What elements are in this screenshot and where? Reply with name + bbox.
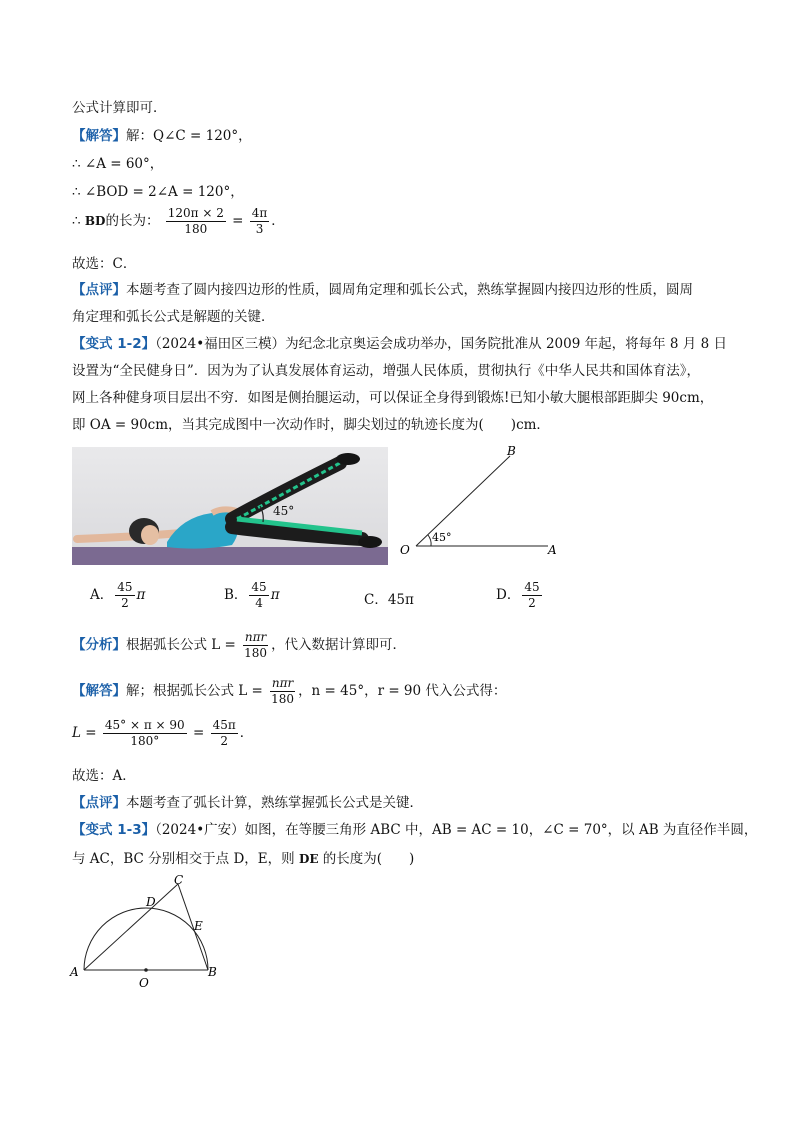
solution-text: 解：Q∠C = 120°， (126, 128, 252, 144)
fraction (269, 676, 296, 707)
question-text: 与 AC，BC 分别相交于点 D，E，则 (72, 851, 299, 867)
period: ． (271, 213, 285, 229)
numerator: nπr (271, 676, 294, 690)
solution-tag: 【解答】 (72, 683, 126, 699)
therefore-text: ∴ (72, 213, 85, 229)
question-line: 即 OA = 90cm，当其完成图中一次动作时，脚尖划过的轨迹长度为( )cm． (72, 417, 550, 433)
point-b-label: B (208, 965, 217, 979)
text-line: 公式计算即可． (72, 100, 167, 116)
review-text: 本题考查了弧长计算，熟练掌握弧长公式是关键． (126, 795, 423, 811)
denominator: 180 (244, 646, 268, 660)
numerator: 45π (212, 718, 236, 732)
option-a (90, 580, 145, 611)
formula-lhs: L = (72, 725, 97, 741)
solution-line (72, 124, 252, 144)
point-o-label: O (139, 976, 149, 990)
solution-line (72, 676, 506, 707)
numerator: 45 (251, 580, 267, 594)
fraction (249, 580, 268, 611)
equals: = (232, 213, 244, 229)
question-line (72, 332, 727, 352)
option-label: B． (224, 587, 248, 603)
option-label: D． (496, 587, 521, 603)
exercise-illustration (72, 447, 388, 565)
analysis-text: ，代入数据计算即可． (271, 637, 407, 653)
side-bc (178, 884, 208, 970)
numerator: 45 (117, 580, 133, 594)
center-point (144, 968, 148, 972)
ray-ob (416, 456, 510, 546)
answer-line: 故选：C． (72, 256, 137, 272)
denominator: 3 (255, 222, 264, 236)
fraction (103, 718, 187, 749)
solution-text: 的长为： (105, 213, 160, 229)
fraction (211, 718, 238, 749)
angle-arc (428, 535, 431, 546)
pi-symbol: π (136, 587, 146, 603)
question-tag: 【变式 1-2】 (72, 336, 156, 352)
option-label: A． (90, 587, 114, 603)
numerator: 45° × π × 90 (104, 718, 185, 732)
arc-label: DE (298, 852, 319, 866)
foot (358, 536, 382, 548)
fraction (115, 580, 134, 611)
solution-line (72, 206, 285, 237)
denominator: 2 (528, 596, 536, 610)
fraction (242, 630, 269, 661)
option-label: C． (364, 592, 388, 608)
numerator: 4π (251, 206, 268, 220)
question-text: 的长度为( ) (318, 851, 415, 867)
analysis-tag: 【分析】 (72, 637, 126, 653)
angle-figure (392, 440, 572, 565)
review-text: 本题考查了圆内接四边形的性质，圆周角定理和弧长公式，熟练掌握圆内接四边形的性质，圆周 (126, 282, 693, 298)
angle-label: 45° (273, 504, 295, 518)
pi-symbol: π (270, 587, 280, 603)
denominator: 180 (271, 692, 295, 706)
review-tag: 【点评】 (72, 282, 126, 298)
point-d-label: D (146, 895, 156, 909)
fraction (250, 206, 270, 237)
question-line: 网上各种健身项目层出不穷．如图是侧抬腿运动，可以保证全身得到锻炼!已知小敏大腿根部距脚尖 90cm， (72, 390, 714, 406)
solution-line: ∴ ∠BOD = 2∠A = 120°， (72, 184, 244, 200)
question-tag: 【变式 1-3】 (72, 822, 156, 838)
analysis-line (72, 630, 406, 661)
fraction (166, 206, 226, 237)
option-d (496, 580, 544, 611)
review-line (72, 791, 423, 811)
arc-label: BD (84, 214, 106, 228)
point-a-label: A (70, 965, 79, 979)
denominator: 2 (220, 734, 228, 748)
point-o-label: O (400, 543, 410, 557)
review-line: 角定理和弧长公式是解题的关键． (72, 309, 275, 325)
question-line: 设置为“全民健身日”．因为为了认真发展体育运动，增强人民体质，贯彻执行《中华人民共和国体育法》， (72, 363, 701, 379)
answer-line: 故选：A． (72, 768, 136, 784)
point-b-label: B (507, 444, 516, 458)
denominator: 180° (130, 734, 160, 748)
question-text: （2024•福田区三模）为纪念北京奥运会成功举办，国务院批准从 2009 年起，将每年 8 月 8 日 (155, 336, 727, 352)
side-ac (84, 884, 178, 970)
question-text: （2024•广安）如图，在等腰三角形 ABC 中，AB = AC = 10，∠C = 70°，以 AB 为直径作半圆， (155, 822, 758, 838)
exercise-photo (72, 447, 388, 565)
numerator: 45 (524, 580, 540, 594)
point-c-label: C (174, 873, 184, 887)
denominator: 4 (255, 596, 263, 610)
analysis-text: 根据弧长公式 L = (126, 637, 236, 653)
option-b (224, 580, 280, 611)
formula-line (72, 718, 253, 749)
question-line (72, 847, 414, 867)
angle-label: 45° (432, 531, 452, 544)
question-line (72, 818, 757, 838)
review-line (72, 278, 693, 298)
solution-tag: 【解答】 (72, 128, 126, 144)
denominator: 180 (184, 222, 208, 236)
face (141, 525, 159, 545)
review-tag: 【点评】 (72, 795, 126, 811)
semicircle-figure (66, 872, 236, 992)
numerator: nπr (244, 630, 267, 644)
solution-line: ∴ ∠A = 60°， (72, 156, 164, 172)
foot (336, 453, 360, 465)
yoga-mat (72, 547, 388, 565)
equals: = (192, 725, 205, 741)
option-value: 45π (387, 592, 414, 608)
denominator: 2 (121, 596, 129, 610)
fraction (522, 580, 541, 611)
solution-text: ，n = 45°，r = 90 代入公式得： (298, 683, 507, 699)
point-a-label: A (548, 543, 557, 557)
option-c (364, 588, 414, 608)
solution-text: 解；根据弧长公式 L = (126, 683, 263, 699)
numerator: 120π × 2 (167, 206, 224, 220)
period: ． (239, 725, 254, 741)
point-e-label: E (194, 919, 203, 933)
